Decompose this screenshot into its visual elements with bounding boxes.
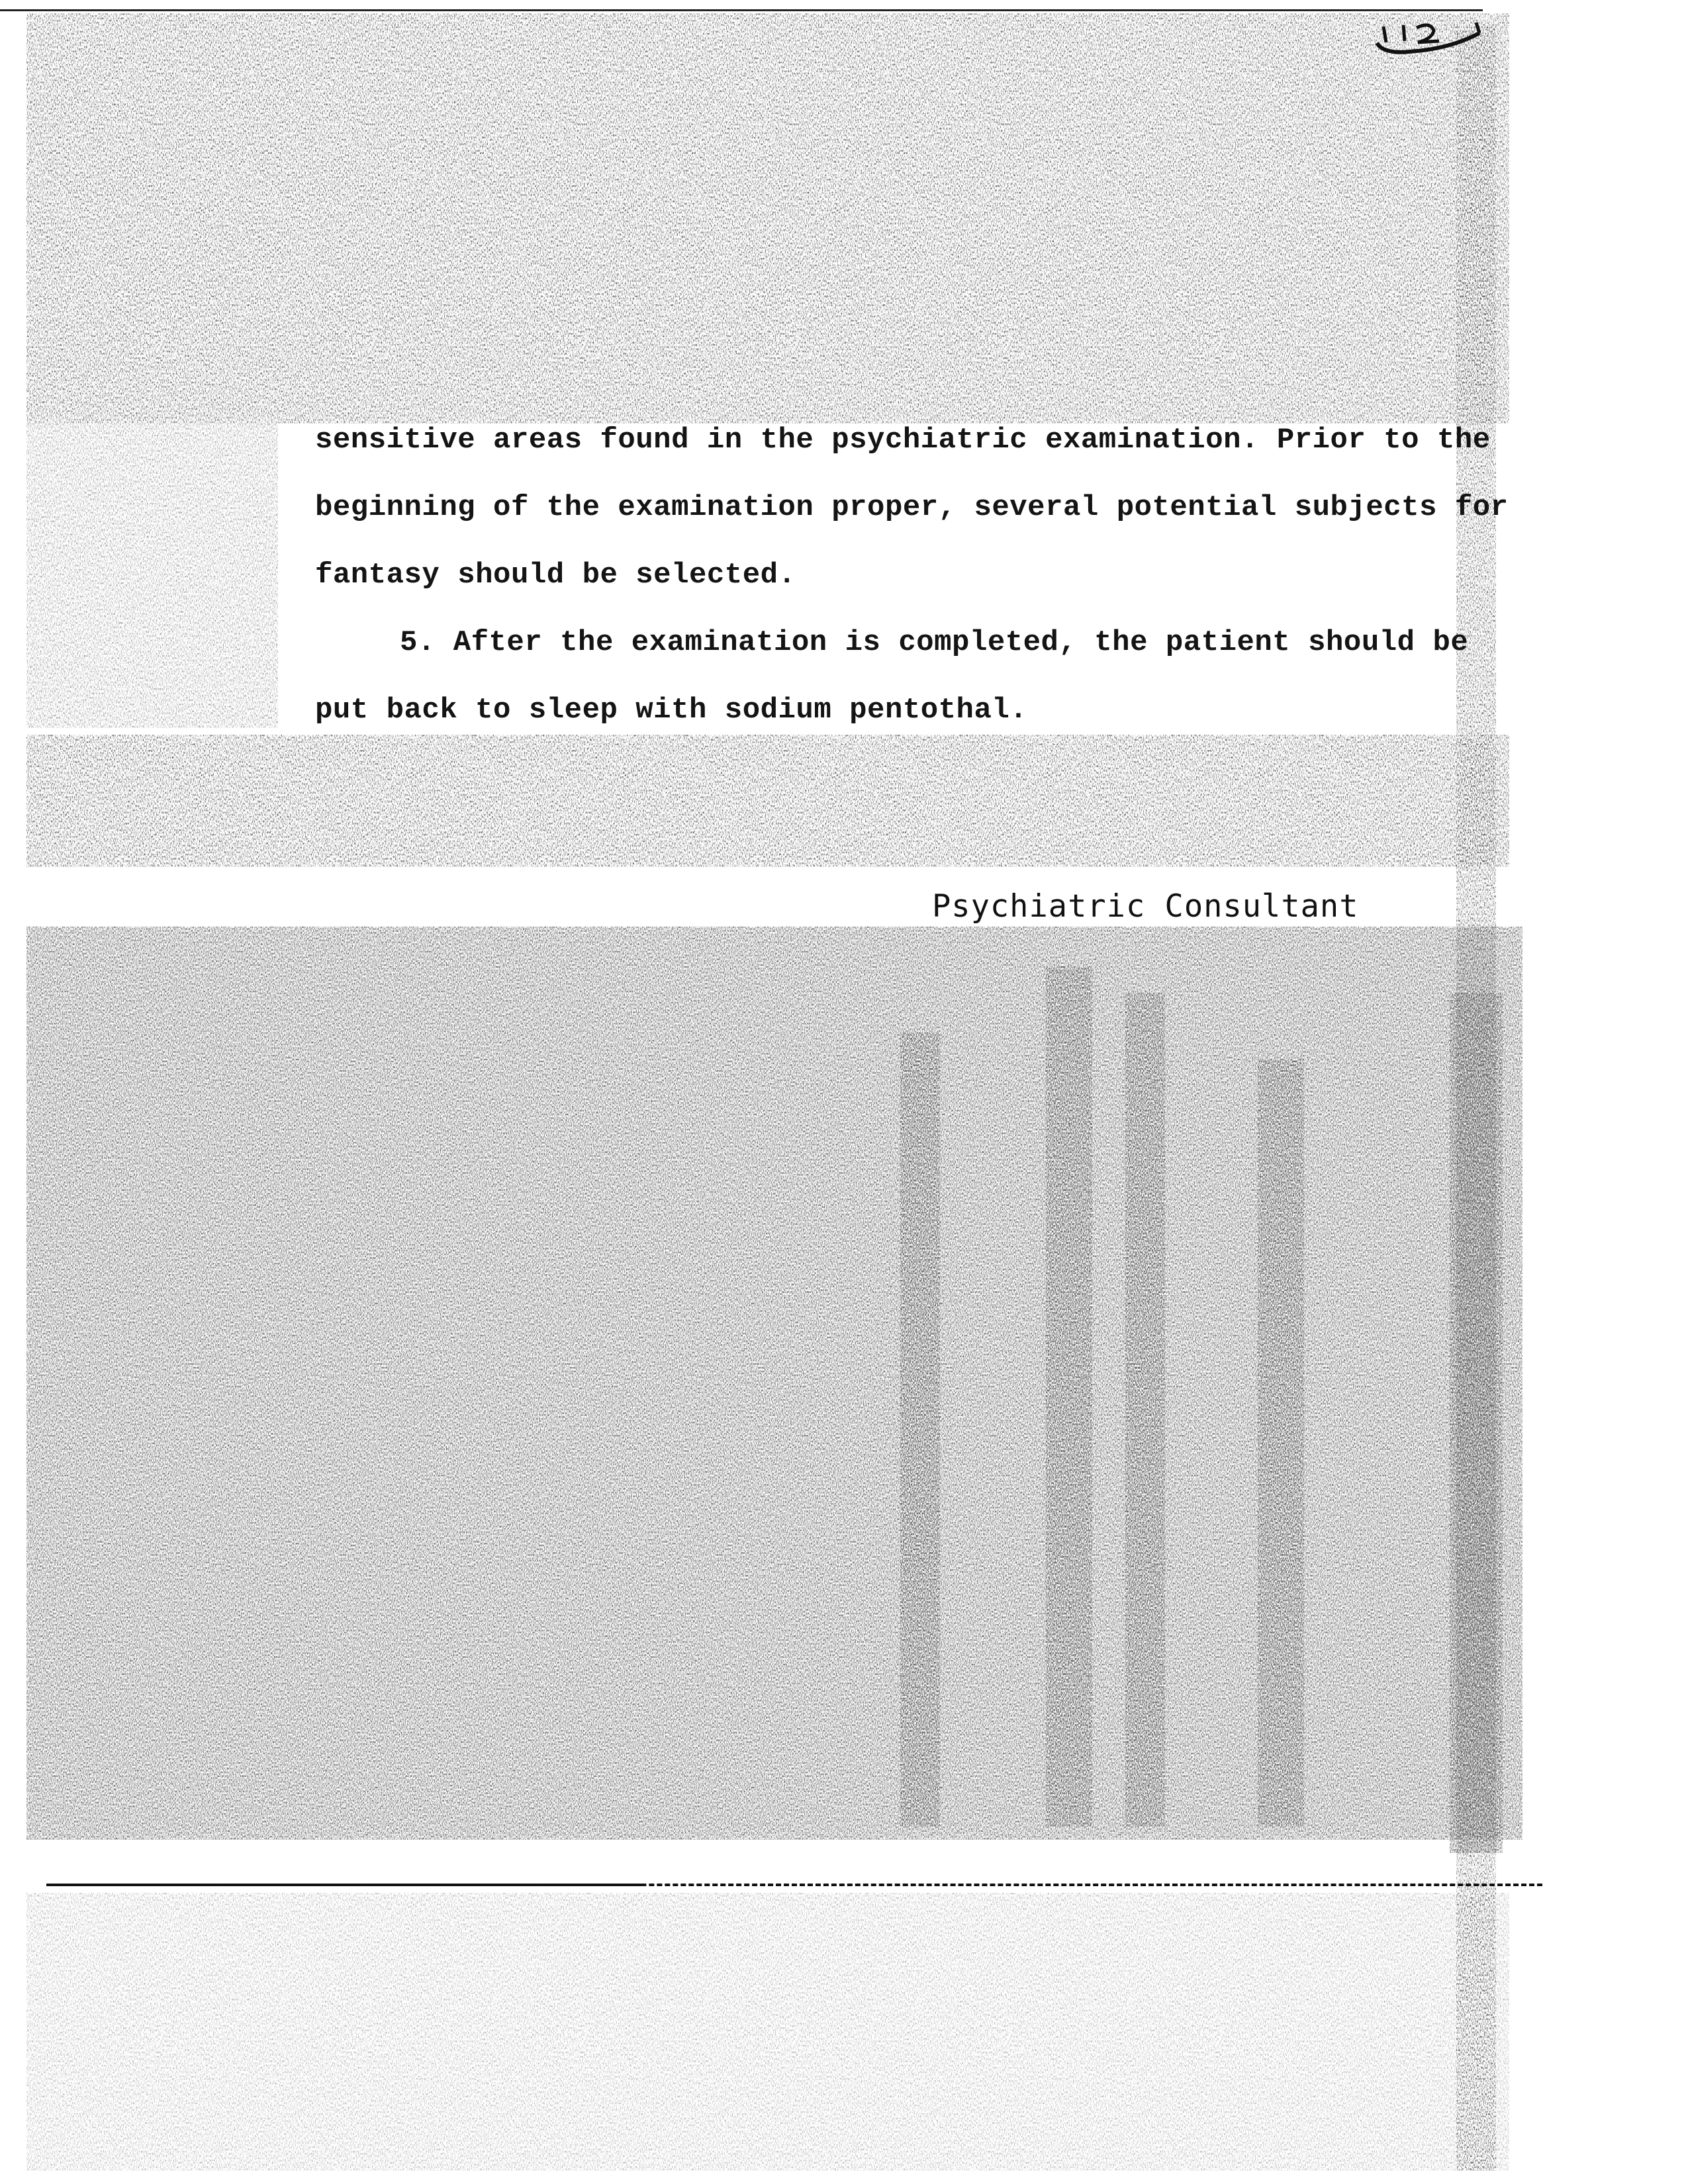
body-line: fantasy should be selected. (315, 559, 796, 592)
bottom-rule-dashed (46, 1884, 1542, 1886)
body-line: sensitive areas found in the psychiatric examination. Prior to the (315, 424, 1491, 457)
page-number-handwritten (1370, 13, 1489, 60)
numbered-item: 5. After the examination is completed, the patient should be (400, 626, 1469, 659)
body-line: put back to sleep with sodium pentothal. (315, 694, 1028, 727)
body-line: beginning of the examination proper, several potential subjects for (315, 491, 1509, 524)
signature-title: Psychiatric Consultant (932, 888, 1359, 925)
top-rule (0, 9, 1483, 11)
